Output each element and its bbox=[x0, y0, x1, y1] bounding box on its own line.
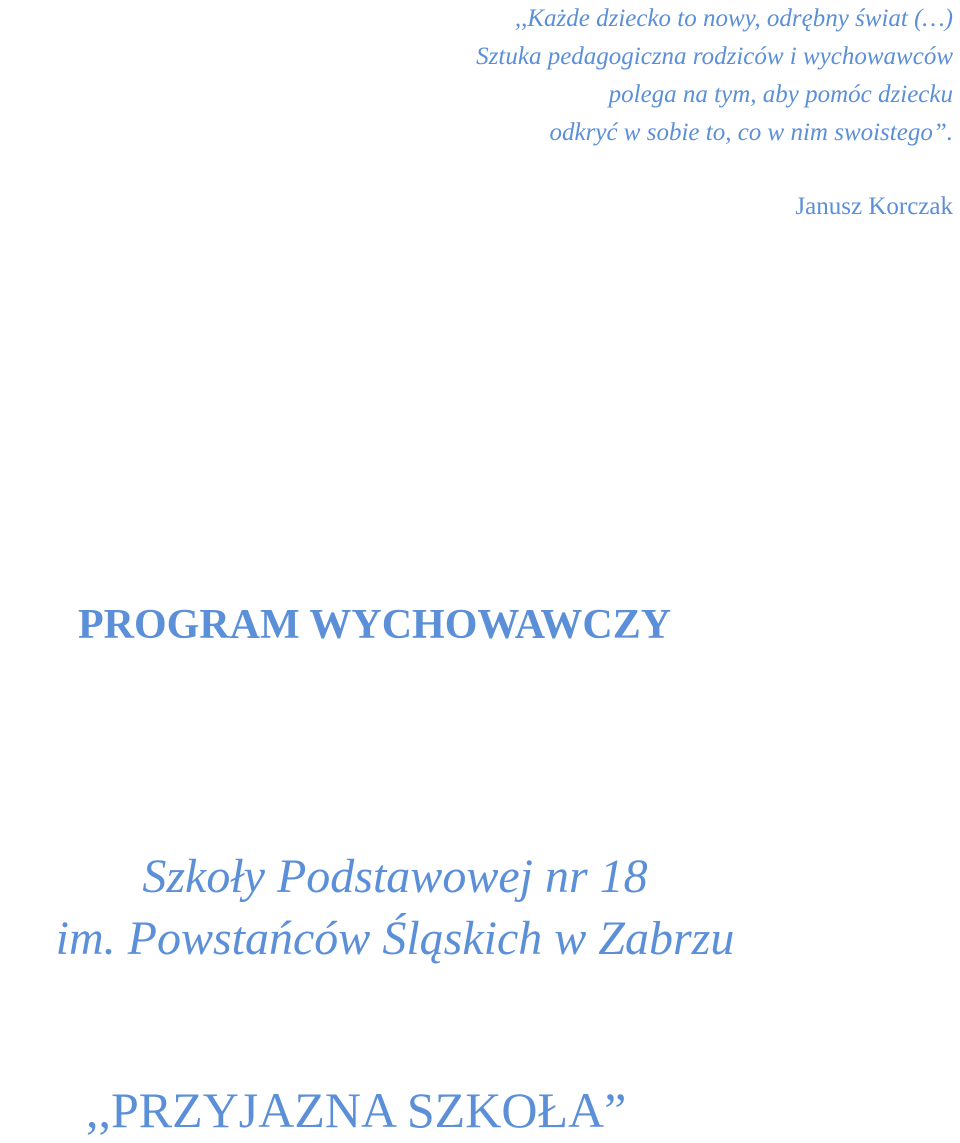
document-title: PROGRAM WYCHOWAWCZY bbox=[78, 602, 672, 648]
school-name-line-1: Szkoły Podstawowej nr 18 bbox=[142, 850, 648, 903]
school-name-line-2: im. Powstańców Śląskich w Zabrzu bbox=[55, 912, 735, 965]
quote-author: Janusz Korczak bbox=[795, 193, 953, 220]
quote-line-4: odkryć w sobie to, co w nim swoistego”. bbox=[549, 119, 953, 146]
quote-line-3: polega na tym, aby pomóc dziecku bbox=[608, 81, 953, 108]
quote-line-2: Sztuka pedagogiczna rodziców i wychowawców bbox=[476, 43, 953, 70]
school-motto: ,,PRZYJAZNA SZKOŁA” bbox=[86, 1082, 627, 1138]
school-name bbox=[0, 846, 790, 970]
korczak-quote bbox=[476, 0, 953, 152]
quote-line-1: ,,Każde dziecko to nowy, odrębny świat (…) bbox=[514, 5, 953, 32]
